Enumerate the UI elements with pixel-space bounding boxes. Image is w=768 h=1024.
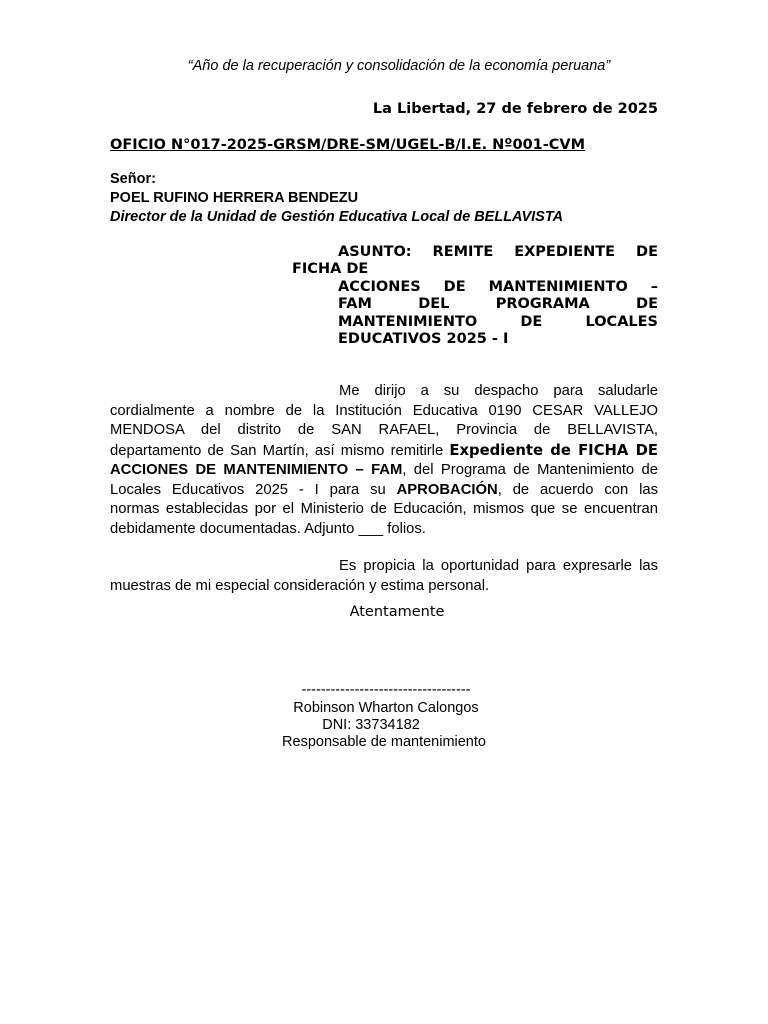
body-line: Me dirijo a su despacho para saludarle bbox=[339, 383, 658, 399]
body-text: , del Programa de Mantenimiento de bbox=[402, 462, 658, 478]
body-line: muestras de mi especial consideración y estima personal. bbox=[110, 577, 490, 594]
recipient-position: Director de la Unidad de Gestión Educativa Local de BELLAVISTA bbox=[110, 209, 564, 225]
expediente-bold: Expediente de FICHA DE bbox=[449, 441, 659, 459]
signature-line: ----------------------------------- bbox=[301, 682, 471, 698]
fam-bold: ACCIONES DE MANTENIMIENTO – FAM bbox=[110, 462, 403, 478]
salutation: Señor: bbox=[110, 171, 156, 187]
signer-role: Responsable de mantenimiento bbox=[282, 734, 486, 750]
signer-dni: DNI: 33734182 bbox=[322, 717, 420, 733]
body-line bbox=[110, 441, 658, 462]
body-line: cordialmente a nombre de la Institución Educativa 0190 CESAR VALLEJO bbox=[110, 402, 658, 419]
body-paragraph-1 bbox=[110, 382, 658, 539]
body-line: MENDOSA del distrito de SAN RAFAEL, Provincia de BELLAVISTA, bbox=[110, 422, 658, 438]
subject-line: FAM DEL PROGRAMA DE bbox=[338, 296, 658, 313]
motto-header: “Año de la recuperación y consolidación de la economía peruana” bbox=[187, 58, 611, 74]
body-line: Es propicia la oportunidad para expresarle las bbox=[339, 558, 658, 574]
body-text: departamento de San Martín, así mismo remitirle bbox=[110, 442, 450, 459]
aprobacion-bold: APROBACIÓN bbox=[396, 481, 498, 498]
body-paragraph-2 bbox=[110, 557, 658, 596]
subject-line: EDUCATIVOS 2025 - I bbox=[338, 331, 509, 348]
body-text: Locales Educativos 2025 - I para su bbox=[110, 481, 397, 498]
signer-name: Robinson Wharton Calongos bbox=[293, 700, 479, 716]
oficio-number: OFICIO N°017-2025-GRSM/DRE-SM/UGEL-B/I.E. Nº001-CVM bbox=[110, 137, 586, 153]
subject-line: ASUNTO: REMITE EXPEDIENTE DE bbox=[338, 244, 658, 260]
closing: Atentamente bbox=[349, 604, 445, 620]
subject-line: FICHA DE bbox=[292, 261, 369, 278]
body-line bbox=[110, 481, 658, 501]
subject-line: MANTENIMIENTO DE LOCALES bbox=[338, 313, 658, 330]
body-line: debidamente documentadas. Adjunto ___ folios. bbox=[110, 520, 426, 537]
subject-line: ACCIONES DE MANTENIMIENTO – bbox=[338, 278, 658, 295]
subject-block bbox=[292, 244, 658, 348]
recipient-name: POEL RUFINO HERRERA BENDEZU bbox=[110, 190, 359, 206]
body-line bbox=[110, 461, 658, 481]
body-text: , de acuerdo con las bbox=[497, 481, 658, 498]
letter-date: La Libertad, 27 de febrero de 2025 bbox=[372, 101, 658, 117]
body-line: normas establecidas por el Ministerio de Educación, mismos que se encuentran bbox=[110, 501, 658, 517]
